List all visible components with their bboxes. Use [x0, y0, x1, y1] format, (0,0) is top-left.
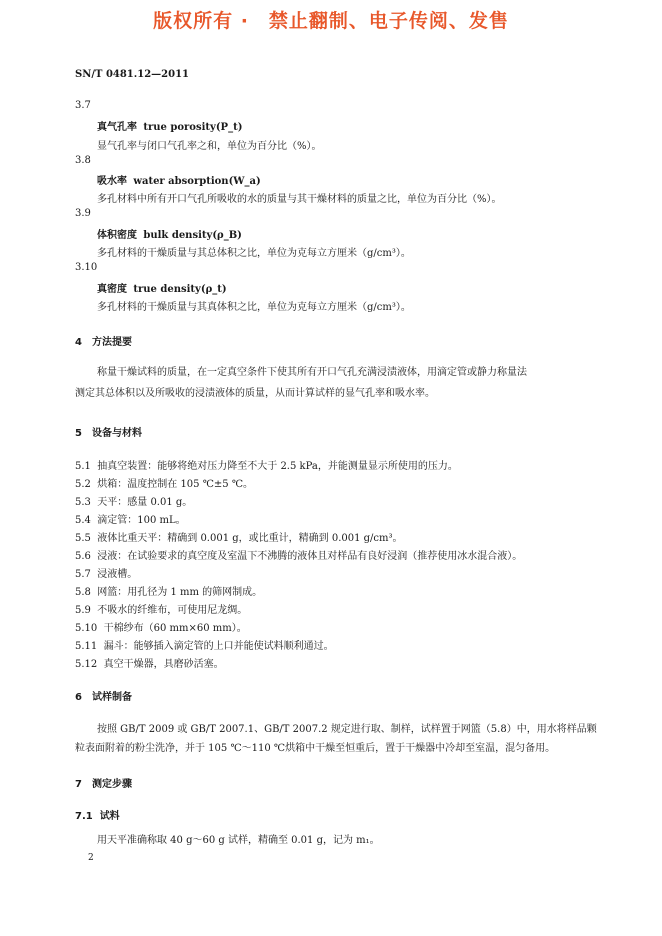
- term-number: 3.10: [75, 262, 98, 273]
- subsection-number: 7.1: [75, 811, 93, 822]
- term-number: 3.9: [75, 208, 91, 219]
- term-en: true density(ρ_t): [133, 284, 227, 295]
- item-text: 干棉纱布（60 mm×60 mm）。: [103, 623, 247, 634]
- term-title: [97, 172, 261, 187]
- item-number: 5.2: [75, 479, 91, 490]
- item-text: 真空干燥器，具磨砂活塞。: [103, 659, 224, 670]
- item-text: 浸液槽。: [97, 569, 138, 580]
- item-text: 浸液：在试验要求的真空度及室温下不沸腾的液体且对样品有良好浸润（推荐使用冰水混合液）。: [97, 551, 523, 562]
- term-title: [97, 226, 242, 241]
- item-number: 5.12: [75, 659, 98, 670]
- item-text: 天平：感量 0.01 g。: [97, 497, 193, 508]
- term-number: 3.8: [75, 155, 91, 166]
- watermark-banner: 版权所有 · 禁止翻制、电子传阅、发售: [153, 10, 509, 32]
- item-text: 不吸水的纤维布，可使用尼龙绸。: [97, 605, 248, 616]
- item-number: 5.5: [75, 533, 91, 544]
- term-en: bulk density(ρ_B): [143, 230, 242, 241]
- list-item: [75, 655, 224, 670]
- item-number: 5.10: [75, 623, 98, 634]
- term-en: water absorption(W_a): [133, 176, 261, 187]
- list-item: [75, 547, 522, 562]
- section-heading: 7 测定步骤: [75, 779, 132, 790]
- item-number: 5.9: [75, 605, 91, 616]
- list-item: [75, 637, 334, 652]
- section-heading: 5 设备与材料: [75, 428, 142, 439]
- paragraph-line: 粒表面附着的粉尘洗净，并于 105 ℃～110 ℃烘箱中干燥至恒重后，置于干燥器中冷却至室温，混匀备用。: [75, 743, 556, 754]
- paragraph-line: 按照 GB/T 2009 或 GB/T 2007.1、GB/T 2007.2 规定进行取、制样，试样置于网篮（5.8）中，用水将样品颗: [97, 724, 597, 735]
- list-item: [75, 529, 403, 544]
- section-heading: 6 试样制备: [75, 692, 132, 703]
- item-text: 抽真空装置：能够将绝对压力降至不大于 2.5 kPa，并能测量显示所使用的压力。: [97, 461, 458, 472]
- term-en: true porosity(P_t): [143, 122, 243, 133]
- subsection-title: 试料: [99, 811, 120, 822]
- list-item: [75, 565, 137, 580]
- paragraph-line: 称量干燥试料的质量，在一定真空条件下使其所有开口气孔充满浸渍液体，用滴定管或静力称量法: [97, 367, 527, 378]
- list-item: [75, 601, 247, 616]
- paragraph-line: 用天平准确称取 40 g～60 g 试样，精确至 0.01 g，记为 m₁。: [97, 835, 380, 846]
- list-item: [75, 493, 192, 508]
- subsection-heading: [75, 807, 120, 822]
- list-item: [75, 583, 262, 598]
- term-zh: 真密度: [97, 284, 127, 295]
- term-title: [97, 118, 242, 133]
- list-item: [75, 475, 253, 490]
- term-zh: 真气孔率: [97, 122, 137, 133]
- item-number: 5.3: [75, 497, 91, 508]
- item-number: 5.1: [75, 461, 91, 472]
- term-title: [97, 280, 227, 295]
- item-text: 液体比重天平：精确到 0.001 g，或比重计，精确到 0.001 g/cm³。: [97, 533, 403, 544]
- term-zh: 吸水率: [97, 176, 127, 187]
- term-zh: 体积密度: [97, 230, 137, 241]
- term-number: 3.7: [75, 100, 91, 111]
- paragraph-line: 测定其总体积以及所吸收的浸渍液体的质量，从而计算试样的显气孔率和吸水率。: [75, 388, 435, 399]
- item-number: 5.4: [75, 515, 91, 526]
- item-number: 5.11: [75, 641, 98, 652]
- item-text: 漏斗：能够插入滴定管的上口并能使试料顺利通过。: [103, 641, 334, 652]
- list-item: [75, 457, 458, 472]
- page-number: 2: [88, 853, 94, 863]
- term-definition: 多孔材料中所有开口气孔所吸收的水的质量与其干燥材料的质量之比，单位为百分比（%）。: [97, 194, 502, 205]
- item-text: 烘箱：温度控制在 105 ℃±5 ℃。: [97, 479, 254, 490]
- term-definition: 多孔材料的干燥质量与其真体积之比，单位为克每立方厘米（g/cm³）。: [97, 302, 411, 313]
- section-heading: 4 方法提要: [75, 337, 132, 348]
- term-definition: 显气孔率与闭口气孔率之和，单位为百分比（%）。: [97, 141, 322, 152]
- item-text: 网篮：用孔径为 1 mm 的筛网制成。: [97, 587, 263, 598]
- item-number: 5.8: [75, 587, 91, 598]
- item-number: 5.6: [75, 551, 91, 562]
- item-text: 滴定管：100 mL。: [97, 515, 186, 526]
- list-item: [75, 511, 186, 526]
- standard-number: SN/T 0481.12—2011: [75, 69, 189, 80]
- item-number: 5.7: [75, 569, 91, 580]
- term-definition: 多孔材料的干燥质量与其总体积之比，单位为克每立方厘米（g/cm³）。: [97, 248, 411, 259]
- list-item: [75, 619, 247, 634]
